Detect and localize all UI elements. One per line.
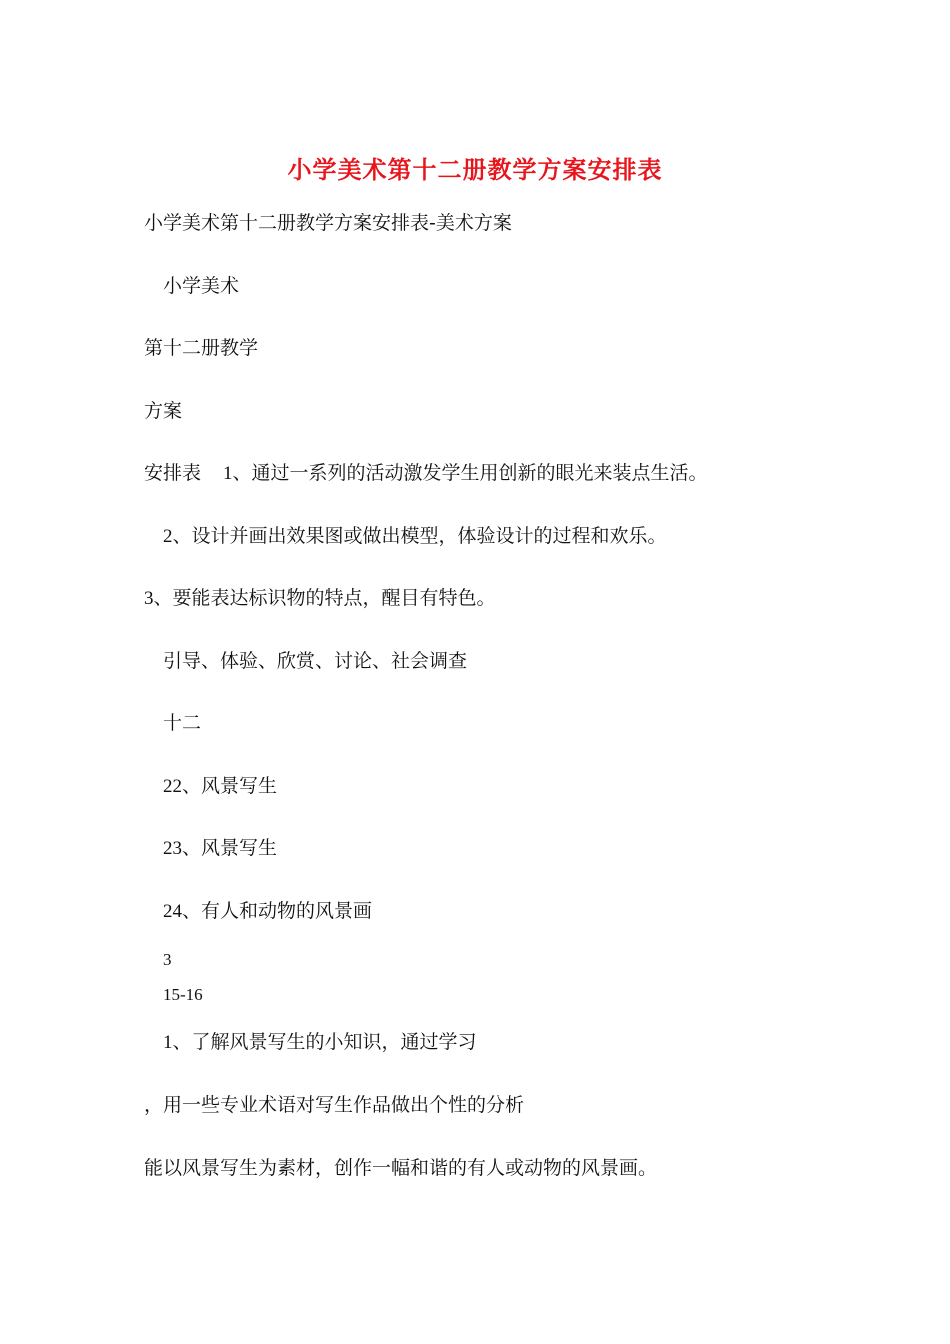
text-line [144,585,496,612]
text-line [163,835,277,862]
text-segment: 、设计并画出效果图或做出模型，体验设计的过程和欢乐。 [172,525,667,547]
list-number: 2 [163,526,173,547]
text-line: 第十二册教学 [144,337,259,359]
list-number: 1 [223,463,233,484]
list-number: 23 [163,838,182,859]
text-line: 方案 [144,400,183,422]
list-number: 1 [163,1032,173,1053]
text-segment: 安排表 [144,462,202,484]
text-line: 十二 [163,712,202,734]
text-line: 15-16 [163,985,203,1004]
text-segment: 、风景写生 [182,837,278,859]
text-line: 能以风景写生为素材，创作一幅和谐的有人或动物的风景画。 [144,1157,658,1179]
text-segment: 、有人和动物的风景画 [182,900,373,922]
list-number: 22 [163,776,182,797]
text-line [163,523,667,550]
list-number: 24 [163,901,182,922]
text-line [163,898,372,925]
text-segment: 、风景写生 [182,775,278,797]
text-line [163,773,277,800]
document-title: 小学美术第十二册教学方案安排表 [287,155,663,184]
list-number: 3 [144,588,154,609]
text-line: ，用一些专业术语对写生作品做出个性的分析 [144,1094,525,1116]
text-segment: 、了解风景写生的小知识，通过学习 [172,1031,477,1053]
text-line [163,1029,477,1056]
text-segment: 、通过一系列的活动激发学生用创新的眼光来装点生活。 [232,462,708,484]
document-subtitle: 小学美术第十二册教学方案安排表-美术方案 [144,212,512,234]
text-segment: 、要能表达标识物的特点，醒目有特色。 [153,587,496,609]
text-line: 小学美术 [163,275,240,297]
text-line: 引导、体验、欣赏、讨论、社会调查 [163,650,468,672]
text-line [144,460,708,487]
text-line: 3 [163,950,172,969]
